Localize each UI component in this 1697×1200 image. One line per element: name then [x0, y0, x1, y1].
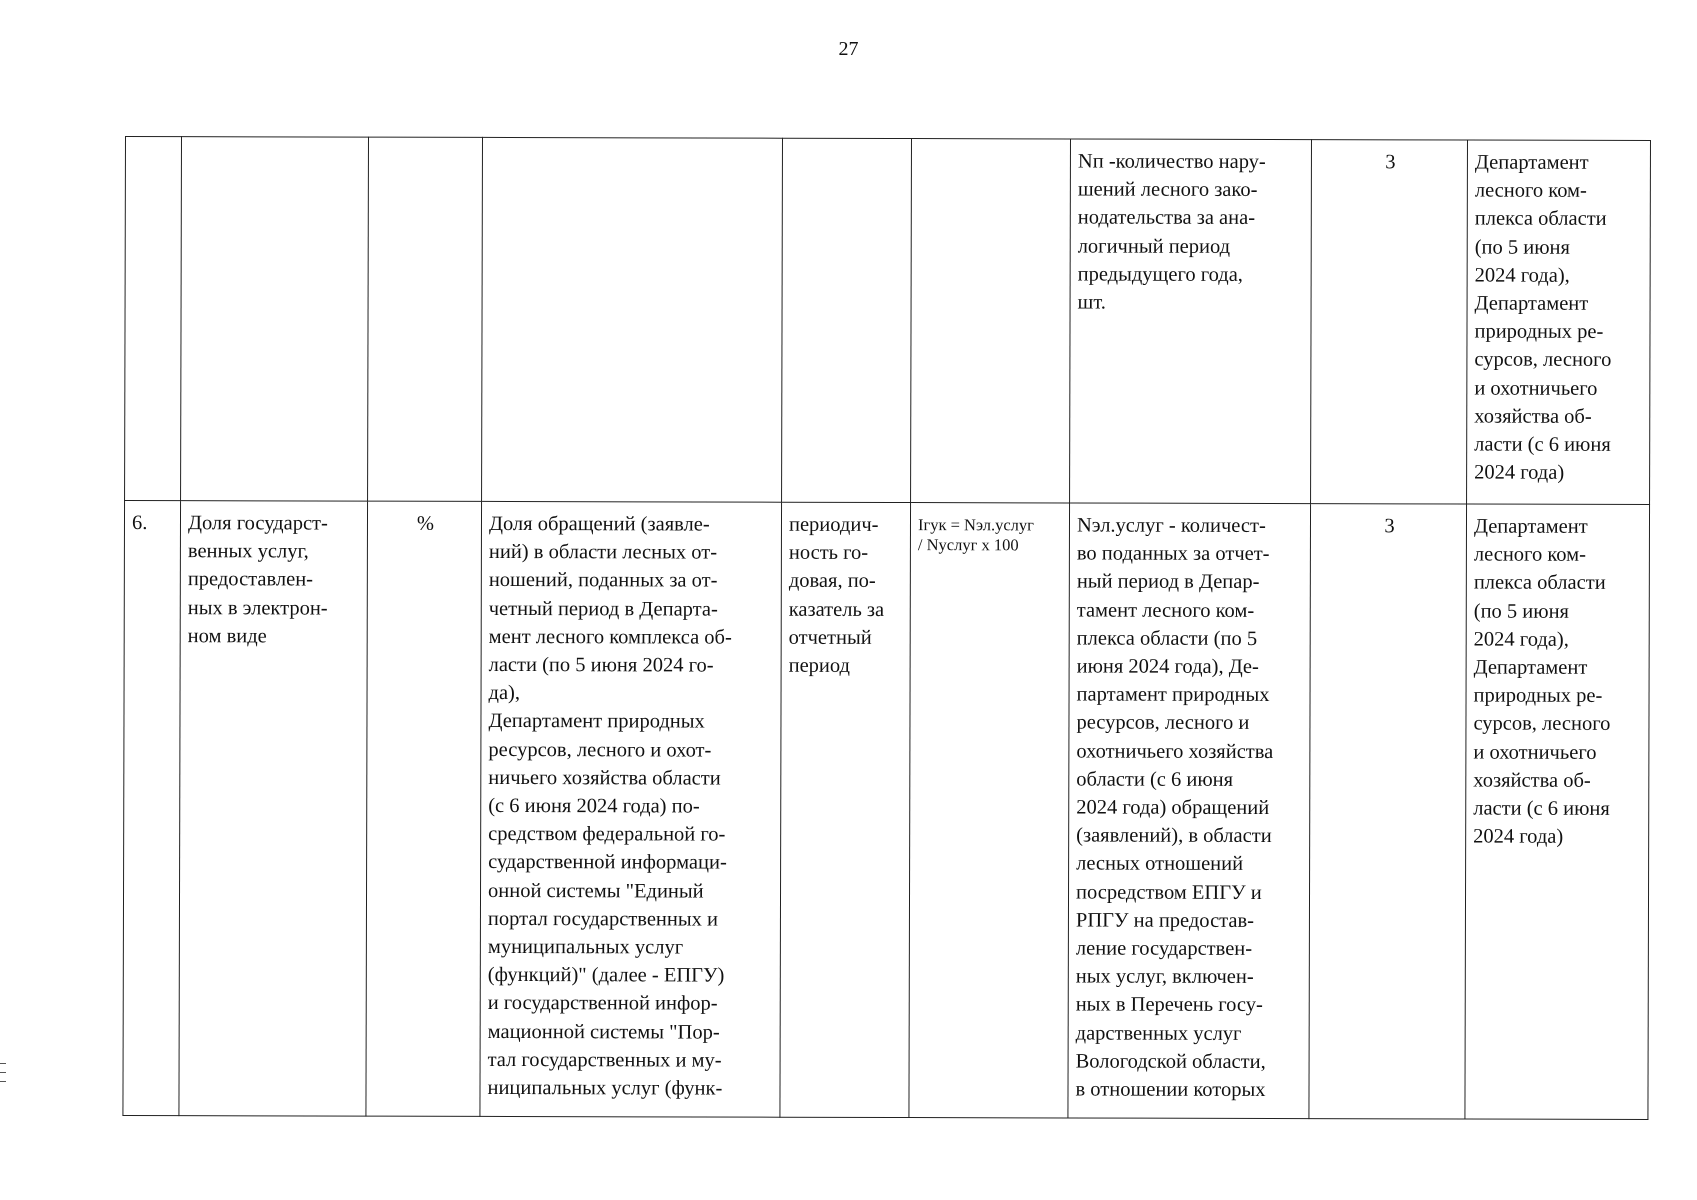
components-cell: Nп -количество нару- шений лесного зако- нодательства за ана- логичный период предыдущего года, шт.: [1070, 139, 1312, 504]
scan-margin-marks: [0, 1063, 6, 1093]
responsible-cell: Департамент лесного ком- плекса области (по 5 июня 2024 года), Департамент природных ре- сурсов, лесного и охотничьего хозяйства об- ласти (с 6 июня 2024 года): [1465, 504, 1650, 1119]
indicator-name-cell: Доля государст- венных услуг, предоставлен- ных в электрон- ном виде: [179, 501, 368, 1116]
indicators-table: [122, 136, 1651, 1120]
indicator-name-cell: [181, 137, 369, 501]
unit-cell: [368, 137, 483, 501]
components-cell: Nэл.услуг - количест- во поданных за отчет- ный период в Депар- тамент лесного ком- плекса области (по 5 июня 2024 года), Де- партамент природных ресурсов, лесного и охотничьего хозяйства области (с 6 июня 2024 года) обращений (заявлений), в области лесных отношений посредством ЕПГУ и РПГУ на предостав- ление государствен- ных услуг, включен- ных в Перечень госу- дарственных услуг Вологодской области, в отношении которых: [1068, 503, 1311, 1119]
periodicity-cell: периодич- ность го- довая, по- казатель за отчетный период: [780, 502, 911, 1117]
periodicity-cell: [782, 138, 912, 502]
table-row: [125, 137, 1651, 505]
definition-cell: Доля обращений (заявле- ний) в области лесных от- ношений, поданных за от- четный период в Департа- мент лесного комплекса об- ласти (по 5 июня 2024 го- да), Департамент природных ресурсов, лесного и охот- ничьего хозяйства области (с 6 июня 2024 года) по- средством федеральной го- сударственной информаци- онной системы "Единый портал государственных и муниципальных услуг (функций)" (далее - ЕПГУ) и государственной инфор- мационной системы "Пор- тал государственных и му- ниципальных услуг (функ-: [480, 501, 782, 1117]
responsible-cell: Департамент лесного ком- плекса области (по 5 июня 2024 года), Департамент природных ре- сурсов, лесного и охотничьего хозяйства об- ласти (с 6 июня 2024 года): [1467, 140, 1651, 504]
formula-cell: [911, 139, 1071, 503]
row-number-cell: [125, 137, 182, 501]
definition-cell: [482, 137, 783, 502]
formula-cell: Iгук = Nэл.услуг / Nуслуг х 100: [909, 503, 1070, 1118]
table-row: [123, 501, 1650, 1120]
method-cell: 3: [1309, 504, 1467, 1119]
unit-cell: %: [366, 501, 482, 1116]
row-number-cell: 6.: [123, 501, 181, 1116]
method-cell: 3: [1311, 140, 1468, 504]
page-number: 27: [838, 38, 859, 60]
